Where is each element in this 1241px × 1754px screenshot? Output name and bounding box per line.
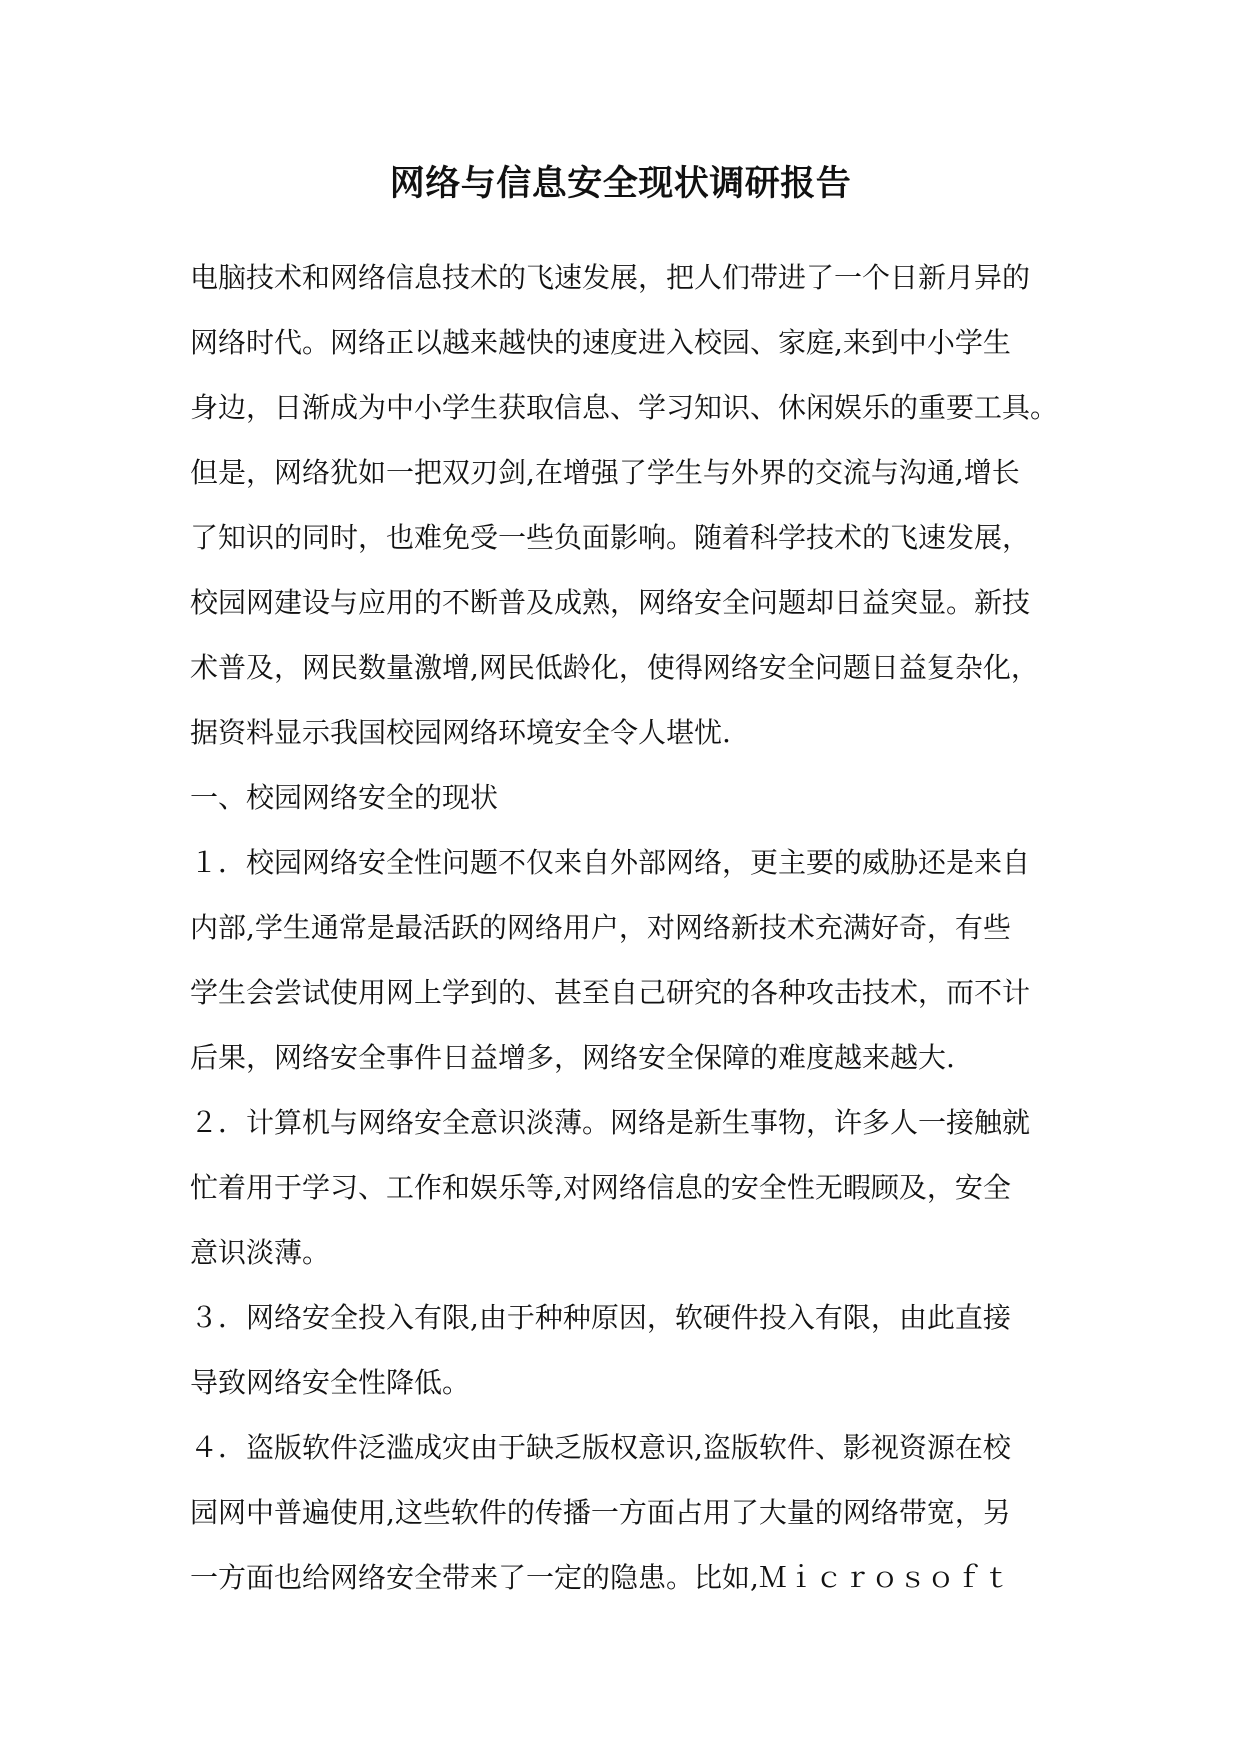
body-line: 了知识的同时，也难免受一些负面影响。随着科学技术的飞速发展， (190, 521, 1031, 554)
body-line: 但是，网络犹如一把双刃剑,在增强了学生与外界的交流与沟通,增长 (190, 456, 1020, 489)
body-line: 校园网建设与应用的不断普及成熟，网络安全问题却日益突显。新技 (190, 586, 1031, 619)
body-line: ４．盗版软件泛滥成灾由于缺乏版权意识,盗版软件、影视资源在校 (190, 1431, 1011, 1464)
section-heading: 一、校园网络安全的现状 (190, 781, 499, 814)
body-line: ２．计算机与网络安全意识淡薄。网络是新生事物，许多人一接触就 (190, 1106, 1031, 1139)
body-line: 据资料显示我国校园网络环境安全令人堪忧. (190, 716, 731, 749)
body-line: 网络时代。网络正以越来越快的速度进入校园、家庭,来到中小学生 (190, 326, 1011, 359)
body-line: 后果，网络安全事件日益增多，网络安全保障的难度越来越大. (190, 1041, 955, 1074)
body-line: 术普及，网民数量激增,网民低龄化，使得网络安全问题日益复杂化， (190, 651, 1039, 684)
document-body (190, 256, 1070, 1621)
body-line: 忙着用于学习、工作和娱乐等,对网络信息的安全性无暇顾及，安全 (190, 1171, 1011, 1204)
body-line: 内部,学生通常是最活跃的网络用户，对网络新技术充满好奇，有些 (190, 911, 1011, 944)
body-line: １．校园网络安全性问题不仅来自外部网络，更主要的威胁还是来自 (190, 846, 1031, 879)
body-line: 意识淡薄。 (190, 1236, 331, 1269)
body-line: 导致网络安全性降低。 (190, 1366, 471, 1399)
body-line: 身边，日渐成为中小学生获取信息、学习知识、休闲娱乐的重要工具。 (190, 391, 1059, 424)
body-line: ３．网络安全投入有限,由于种种原因，软硬件投入有限，由此直接 (190, 1301, 1011, 1334)
body-line: 电脑技术和网络信息技术的飞速发展，把人们带进了一个日新月异的 (190, 261, 1031, 294)
body-line: 学生会尝试使用网上学到的、甚至自己研究的各种攻击技术，而不计 (190, 976, 1031, 1009)
body-line: 园网中普遍使用,这些软件的传播一方面占用了大量的网络带宽，另 (190, 1496, 1011, 1529)
body-line: 一方面也给网络安全带来了一定的隐患。比如,Ｍｉｃｒｏｓｏｆｔ (190, 1561, 1011, 1594)
document-title: 网络与信息安全现状调研报告 (389, 164, 852, 204)
